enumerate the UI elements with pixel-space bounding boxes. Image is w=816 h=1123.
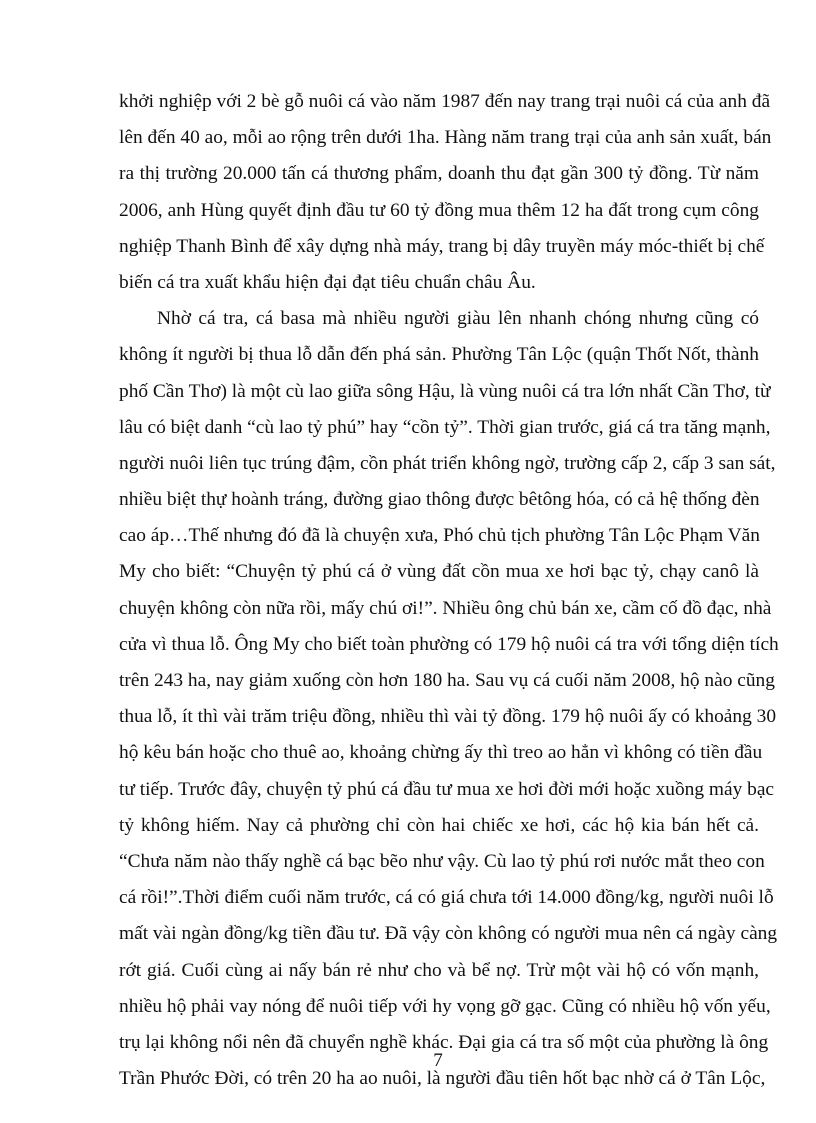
body-text: [119, 84, 779, 1097]
text-line: trụ lại không nổi nên đã chuyển nghề khác. Đại gia cá tra số một của phường là ông: [119, 1031, 769, 1053]
text-line: nhiều hộ phải vay nóng để nuôi tiếp với hy vọng gỡ gạc. Cũng có nhiều hộ vốn yếu,: [119, 995, 771, 1017]
text-line: nhiều biệt thự hoành tráng, đường giao thông được bêtông hóa, có cả hệ thống đèn: [119, 489, 760, 511]
text-line: cửa vì thua lỗ. Ông My cho biết toàn phường có 179 hộ nuôi cá tra với tổng diện tích: [119, 633, 779, 655]
text-line: lên đến 40 ao, mỗi ao rộng trên dưới 1ha. Hàng năm trang trại của anh sản xuất, bán: [119, 127, 772, 149]
text-line: Trần Phước Đời, có trên 20 ha ao nuôi, là người đầu tiên hốt bạc nhờ cá ở Tân Lộc,: [119, 1068, 766, 1090]
text-line: chuyện không còn nữa rồi, mấy chú ơi!”. Nhiều ông chủ bán xe, cầm cố đồ đạc, nhà: [119, 597, 772, 619]
text-line: cá rồi!”.Thời điểm cuối năm trước, cá có giá chưa tới 14.000 đồng/kg, người nuôi lỗ: [119, 887, 774, 909]
text-line: tư tiếp. Trước đây, chuyện tỷ phú cá đầu tư mua xe hơi đời mới hoặc xuồng máy bạc: [119, 778, 775, 800]
text-line: nghiệp Thanh Bình để xây dựng nhà máy, trang bị dây truyền máy móc-thiết bị chế: [119, 235, 765, 257]
text-line: không ít người bị thua lỗ dẫn đến phá sản. Phường Tân Lộc (quận Thốt Nốt, thành: [119, 344, 759, 366]
text-line: “Chưa năm nào thấy nghề cá bạc bẽo như vậy. Cù lao tỷ phú rơi nước mắt theo con: [119, 850, 765, 872]
paragraph-last-line: biến cá tra xuất khẩu hiện đại đạt tiêu chuẩn châu Âu.: [119, 271, 536, 293]
text-line: người nuôi liên tục trúng đậm, cồn phát triển không ngờ, trường cấp 2, cấp 3 san sát,: [119, 452, 776, 474]
text-line: ra thị trường 20.000 tấn cá thương phẩm, doanh thu đạt gần 300 tỷ đồng. Từ năm: [119, 163, 759, 185]
text-line: rớt giá. Cuối cùng ai nấy bán rẻ như cho và bể nợ. Trừ một vài hộ có vốn mạnh,: [119, 959, 759, 981]
text-line: thua lỗ, ít thì vài trăm triệu đồng, nhiều thì vài tỷ đồng. 179 hộ nuôi ấy có khoảng 30: [119, 706, 777, 728]
text-line: hộ kêu bán hoặc cho thuê ao, khoảng chừng ấy thì treo ao hẳn vì không có tiền đầu: [119, 742, 763, 764]
text-line: My cho biết: “Chuyện tỷ phú cá ở vùng đất cồn mua xe hơi bạc tỷ, chạy canô là: [119, 561, 759, 583]
text-line: mất vài ngàn đồng/kg tiền đầu tư. Đã vậy còn không có người mua nên cá ngày càng: [119, 923, 778, 945]
text-line: tỷ không hiếm. Nay cả phường chỉ còn hai chiếc xe hơi, các hộ kia bán hết cả.: [119, 814, 759, 836]
text-line: trên 243 ha, nay giảm xuống còn hơn 180 ha. Sau vụ cá cuối năm 2008, hộ nào cũng: [119, 670, 775, 691]
text-line: khởi nghiệp với 2 bè gỗ nuôi cá vào năm 1987 đến nay trang trại nuôi cá của anh đã: [119, 91, 771, 112]
paragraph-first-line: Nhờ cá tra, cá basa mà nhiều người giàu lên nhanh chóng nhưng cũng có: [157, 308, 759, 330]
text-line: 2006, anh Hùng quyết định đầu tư 60 tỷ đồng mua thêm 12 ha đất trong cụm công: [119, 199, 759, 221]
text-line: lâu có biệt danh “cù lao tỷ phú” hay “cồn tỷ”. Thời gian trước, giá cá tra tăng mạnh,: [119, 416, 771, 438]
text-line: cao áp…Thế nhưng đó đã là chuyện xưa, Phó chủ tịch phường Tân Lộc Phạm Văn: [119, 525, 760, 547]
page-number: 7: [433, 1050, 443, 1071]
text-line: phố Cần Thơ) là một cù lao giữa sông Hậu, là vùng nuôi cá tra lớn nhất Cần Thơ, từ: [119, 380, 771, 402]
